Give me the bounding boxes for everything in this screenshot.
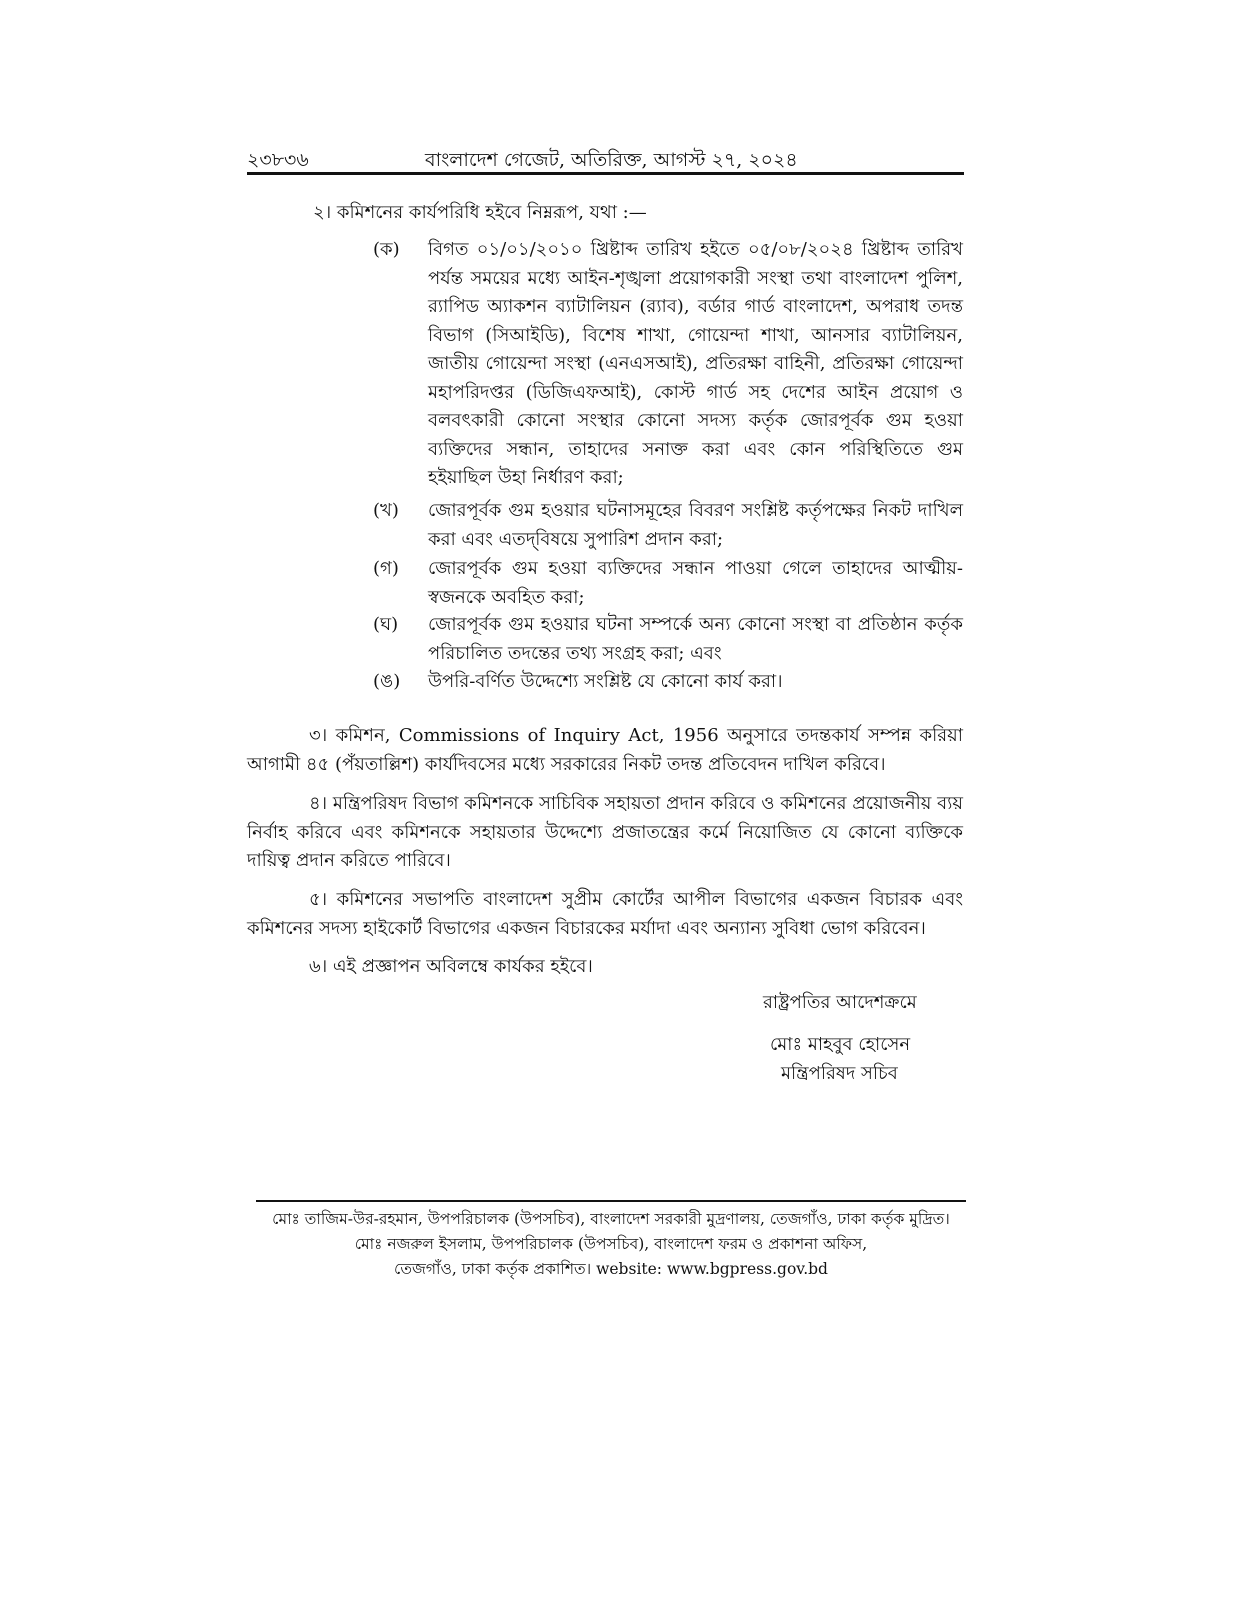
clause-text: জোরপূর্বক গুম হওয়ার ঘটনাসমূহের বিবরণ সংশ্লিষ্ট কর্তৃপক্ষের নিকট দাখিল করা এবং এতদ্‌বিষয়ে সুপারিশ প্রদান করা; — [428, 500, 963, 550]
clause-marker: (ঙ) — [373, 671, 401, 692]
footer-divider — [256, 1200, 966, 1202]
page-number: ২৩৮৩৬ — [247, 149, 309, 171]
footer-line-publisher: মোঃ নজরুল ইসলাম, উপপরিচালক (উপসচিব), বাংলাদেশ ফরম ও প্রকাশনা অফিস, — [354, 1235, 868, 1253]
clause-text: জোরপূর্বক গুম হওয়ার ঘটনা সম্পর্কে অন্য কোনো সংস্থা বা প্রতিষ্ঠান কর্তৃক পরিচালিত তদন্তের তথ্য সংগ্রহ করা; এবং — [428, 614, 963, 664]
clause-text: উপরি-বর্ণিত উদ্দেশ্যে সংশ্লিষ্ট যে কোনো কার্য করা। — [428, 671, 783, 692]
clause-marker: (গ) — [373, 558, 399, 579]
printer-footer — [246, 1207, 976, 1282]
clause-gha — [373, 611, 963, 668]
page-header — [247, 142, 963, 174]
section-2-intro: ২। কমিশনের কার্যপরিধি হইবে নিম্নরূপ, যথা :— — [313, 202, 647, 223]
clause-marker: (ঘ) — [373, 614, 399, 635]
footer-line-published: তেজগাঁও, ঢাকা কর্তৃক প্রকাশিত। website: www.bgpress.gov.bd — [394, 1260, 828, 1278]
signatory-title: মন্ত্রিপরিষদ সচিব — [781, 1063, 898, 1084]
section-3: ৩। কমিশন, Commissions of Inquiry Act, 1956 অনুসারে তদন্তকার্য সম্পন্ন করিয়া আগামী ৪৫ (পঁয়তাল্লিশ) কার্যদিবসের মধ্যে সরকারের নিকট তদন্ত প্রতিবেদন দাখিল করিবে। — [247, 725, 963, 775]
signatory-name: মোঃ মাহবুব হোসেন — [770, 1034, 911, 1055]
section-4: ৪। মন্ত্রিপরিষদ বিভাগ কমিশনকে সাচিবিক সহায়তা প্রদান করিবে ও কমিশনের প্রয়োজনীয় ব্যয় নির্বাহ করিবে এবং কমিশনকে সহায়তার উদ্দেশ্যে প্রজাতন্ত্রের কর্মে নিয়োজিত যে কোনো ব্যক্তিকে দায়িত্ব প্রদান করিতে পারিবে। — [247, 793, 963, 871]
clause-text: জোরপূর্বক গুম হওয়া ব্যক্তিদের সন্ধান পাওয়া গেলে তাহাদের আত্মীয়-স্বজনকে অবহিত করা; — [428, 558, 963, 608]
clause-ka — [373, 236, 963, 493]
clause-marker: (খ) — [373, 500, 399, 521]
clause-uo — [373, 668, 963, 697]
section-6: ৬। এই প্রজ্ঞাপন অবিলম্বে কার্যকর হইবে। — [309, 956, 593, 977]
clause-text: বিগত ০১/০১/২০১০ খ্রিষ্টাব্দ তারিখ হইতে ০৫/০৮/২০২৪ খ্রিষ্টাব্দ তারিখ পর্যন্ত সময়ের মধ্যে আইন-শৃঙ্খলা প্রয়োগকারী সংস্থা তথা বাংলাদেশ পুলিশ, র‍্যাপিড অ্যাকশন ব্যাটালিয়ন (র‍্যাব), বর্ডার গার্ড বাংলাদেশ, অপরাধ তদন্ত বিভাগ (সিআইডি), বিশেষ শাখা, গোয়েন্দা শাখা, আনসার ব্যাটালিয়ন, জাতীয় গোয়েন্দা সংস্থা (এনএসআই), প্রতিরক্ষা বাহিনী, প্রতিরক্ষা গোয়েন্দা মহাপরিদপ্তর (ডিজিএফআই), কোস্ট গার্ড সহ দেশের আইন প্রয়োগ ও বলবৎকারী কোনো সংস্থার কোনো সদস্য কর্তৃক জোরপূর্বক গুম হওয়া ব্যক্তিদের সন্ধান, তাহাদের সনাক্ত করা এবং কোন পরিস্থিতিতে গুম হইয়াছিল উহা নির্ধারণ করা; — [428, 239, 963, 488]
footer-line-printed: মোঃ তাজিম-উর-রহমান, উপপরিচালক (উপসচিব), বাংলাদেশ সরকারী মুদ্রণালয়, তেজগাঁও, ঢাকা কর্তৃক মুদ্রিত। — [272, 1210, 950, 1228]
clause-marker: (ক) — [373, 239, 400, 260]
clause-kha — [373, 497, 963, 554]
header-divider — [247, 172, 964, 175]
signature-order: রাষ্ট্রপতির আদেশক্রমে — [763, 992, 917, 1013]
section-5: ৫। কমিশনের সভাপতি বাংলাদেশ সুপ্রীম কোর্টের আপীল বিভাগের একজন বিচারক এবং কমিশনের সদস্য হাইকোর্ট বিভাগের একজন বিচারকের মর্যাদা এবং অন্যান্য সুবিধা ভোগ করিবেন। — [247, 889, 963, 939]
clause-ga — [373, 555, 963, 612]
gazette-title: বাংলাদেশ গেজেট, অতিরিক্ত, আগস্ট ২৭, ২০২৪ — [425, 149, 798, 171]
